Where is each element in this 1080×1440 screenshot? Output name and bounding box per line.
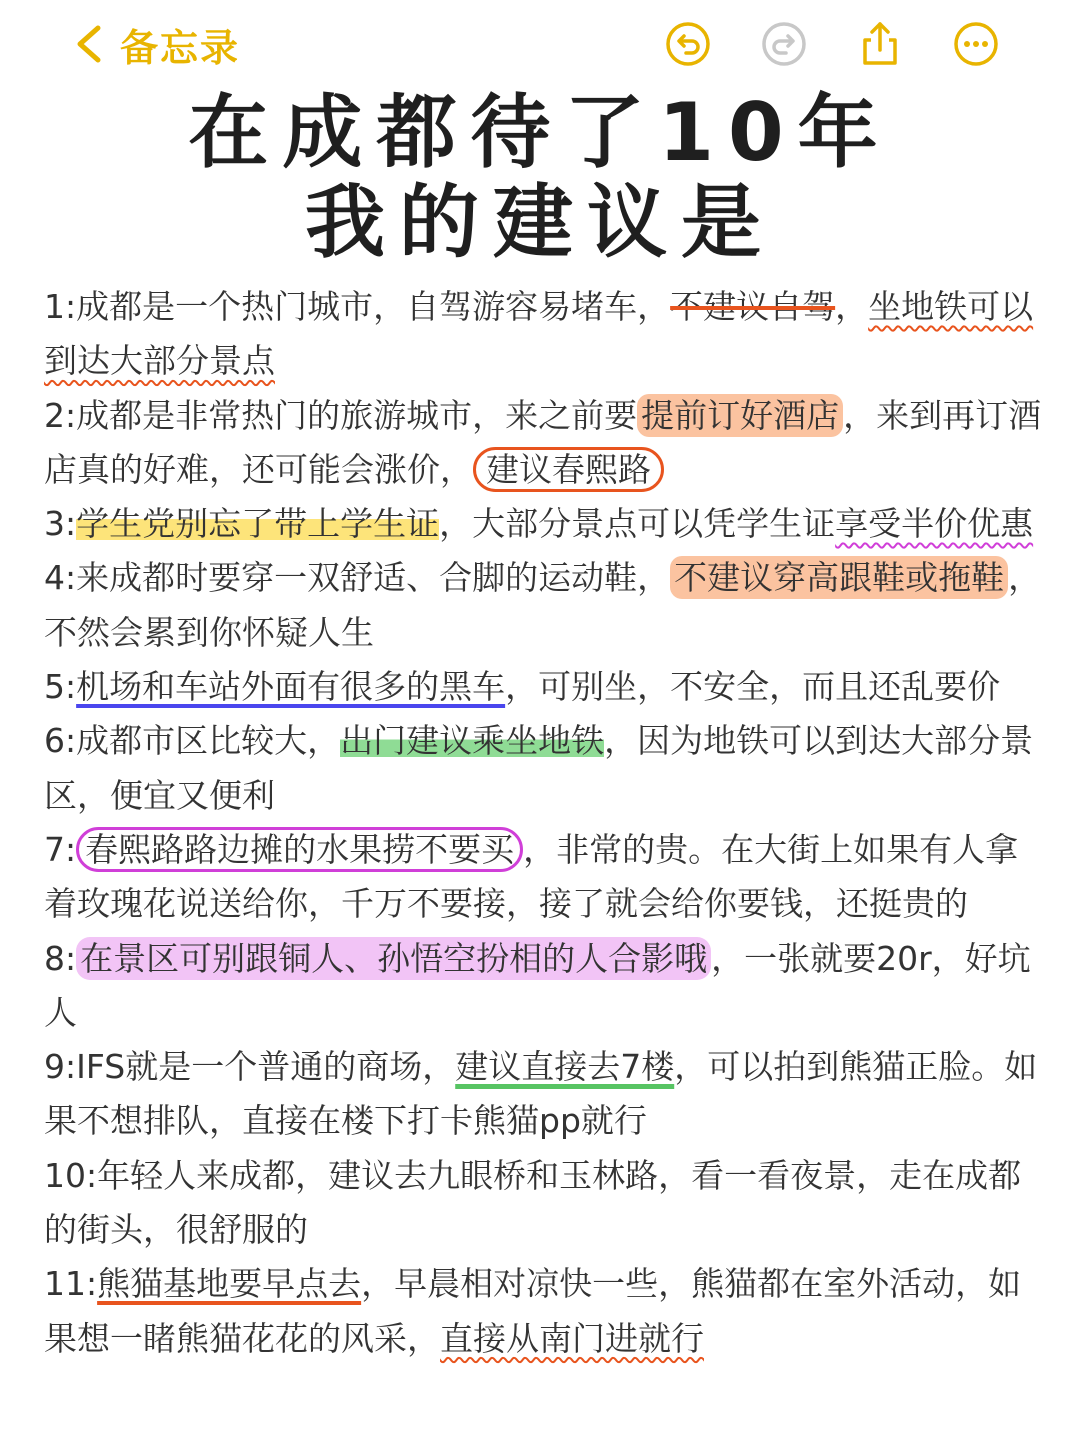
circled-text: 春熙路路边摊的水果捞不要买: [76, 827, 523, 872]
redo-button[interactable]: [760, 20, 808, 68]
list-item: 9:IFS就是一个普通的商场，建议直接去7楼，可以拍到熊猫正脸。如果不想排队，直接在楼下打卡熊猫pp就行: [44, 1047, 1038, 1141]
highlight-text: 在景区可别跟铜人、孙悟空扮相的人合影哦: [76, 937, 711, 980]
wavy-underline-text: 享受半价优惠: [835, 504, 1034, 544]
undo-icon: [664, 20, 712, 68]
strikethrough-text: 不建议自驾: [670, 287, 836, 326]
share-button[interactable]: [856, 20, 904, 68]
chevron-left-icon: [72, 24, 106, 64]
list-item: 10:年轻人来成都，建议去九眼桥和玉林路，看一看夜景，走在成都的街头，很舒服的: [44, 1155, 1022, 1250]
wavy-underline-text: 直接从南门进就行: [440, 1318, 704, 1358]
top-bar: [0, 0, 1080, 90]
list-item: 1:成都是一个热门城市，自驾游容易堵车，不建议自驾，坐地铁可以到达大部分景点: [44, 287, 1034, 381]
redo-icon: [760, 20, 808, 68]
underline-text: 建议直接去7楼: [455, 1047, 675, 1087]
back-label: 备忘录: [120, 25, 241, 70]
list-item: 11:熊猫基地要早点去，早晨相对凉快一些，熊猫都在室外活动，如果想一睹熊猫花花的风采，直接从南门进就行: [44, 1264, 1022, 1358]
list-item: 6:成都市区比较大，出门建议乘坐地铁，因为地铁可以到达大部分景区，便宜又便利: [44, 721, 1034, 815]
back-button[interactable]: [72, 16, 240, 72]
wavy-underline-text: 坐地铁可以到达大部分景点: [44, 287, 1034, 381]
highlight-text: 学生党别忘了带上学生证: [76, 504, 440, 544]
highlight-text: 不建议穿高跟鞋或拖鞋: [670, 556, 1008, 599]
list-item: 3:学生党别忘了带上学生证，大部分景点可以凭学生证享受半价优惠: [44, 504, 1034, 544]
list-item: 5:机场和车站外面有很多的黑车，可别坐，不安全，而且还乱要价: [44, 667, 1001, 707]
highlight-text: 出门建议乘坐地铁: [340, 721, 605, 761]
underline-text: 熊猫基地要早点去: [97, 1264, 362, 1304]
list-item: 2:成都是非常热门的旅游城市，来之前要 提前订好酒店 ，来到再订酒店真的好难，还可能会涨价， 建议春熙路: [44, 389, 1044, 498]
circled-text: 建议春熙路: [473, 447, 664, 492]
list-item: 7: 春熙路路边摊的水果捞不要买 ，非常的贵。在大街上如果有人拿着玫瑰花说送给你，千万不要接，接了就会给你要钱，还挺贵的: [44, 823, 1044, 932]
more-button[interactable]: [952, 20, 1000, 68]
more-icon: [952, 20, 1000, 68]
note-title: [0, 88, 1080, 268]
title-line-2: 我的建议是: [305, 176, 775, 269]
undo-button[interactable]: [664, 20, 712, 68]
note-body[interactable]: [44, 280, 1044, 1366]
list-item: 8: 在景区可别跟铜人、孙悟空扮相的人合影哦 ，一张就要20r，好坑人: [44, 938, 1031, 1032]
share-icon: [856, 20, 904, 68]
underline-text: 机场和车站外面有很多的黑车: [76, 667, 506, 707]
highlight-text: 提前订好酒店: [637, 394, 843, 437]
list-item: 4:来成都时要穿一双舒适、合脚的运动鞋， 不建议穿高跟鞋或拖鞋 ，不然会累到你怀疑人生: [44, 558, 1042, 652]
title-line-1: 在成都待了10年: [188, 86, 892, 179]
